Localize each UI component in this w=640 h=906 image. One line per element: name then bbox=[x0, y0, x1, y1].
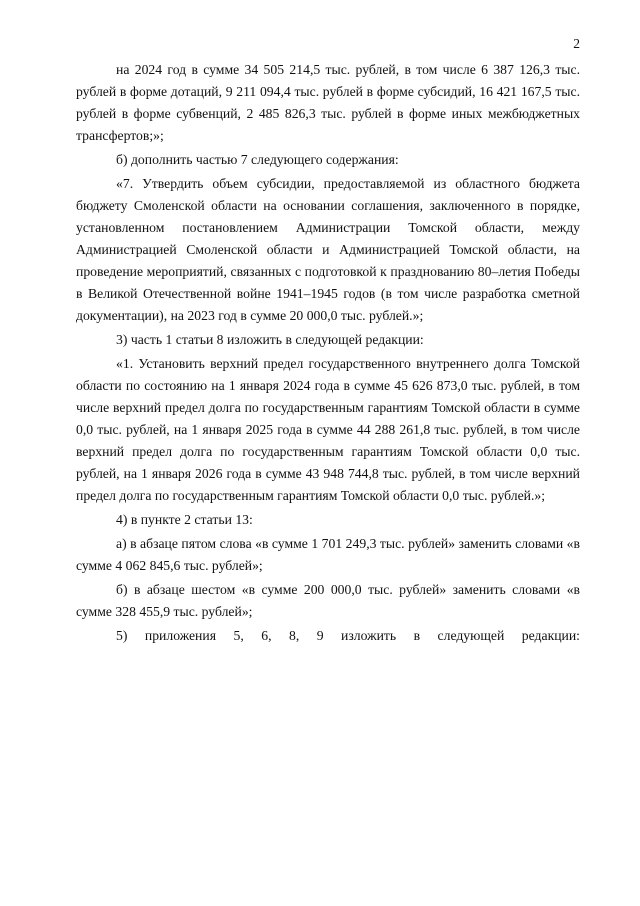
paragraph-abzac-5: а) в абзаце пятом слова «в сумме 1 701 249,3 тыс. рублей» заменить словами «в сумме 4 062 845,6 тыс. рублей»; bbox=[76, 536, 580, 573]
document-body bbox=[76, 59, 580, 647]
paragraph-appendices: 5) приложения 5, 6, 8, 9 изложить в следующей редакции: bbox=[116, 628, 580, 643]
page-number: 2 bbox=[573, 36, 580, 51]
paragraph-part-7-subsidy: «7. Утвердить объем субсидии, предоставляемой из областного бюджета бюджету Смоленской области на основании соглашения, заключенного в порядке, установленном постановлением Администрации Томской области, между Администрацией Смоленской области и Администрацией Томской области, на проведение мероприятий, связанных с подготовкой к празднованию 80–летия Победы в Великой Отечественной войне 1941–1945 годов (в том числе разработка сметной документации), на 2023 год в сумме 20 000,0 тыс. рублей.»; bbox=[76, 176, 580, 323]
paragraph-budget-transfers-2024: на 2024 год в сумме 34 505 214,5 тыс. рублей, в том числе 6 387 126,3 тыс. рублей в форме дотаций, 9 211 094,4 тыс. рублей в форме субсидий, 16 421 167,5 тыс. рублей в форме субвенций, 2 485 826,3 тыс. рублей в форме иных межбюджетных трансфертов;»; bbox=[76, 62, 580, 143]
paragraph-abzac-6: б) в абзаце шестом «в сумме 200 000,0 тыс. рублей» заменить словами «в сумме 328 455,9 тыс. рублей»; bbox=[76, 582, 580, 619]
paragraph-debt-limit: «1. Установить верхний предел государственного внутреннего долга Томской области по состоянию на 1 января 2024 года в сумме 45 626 873,0 тыс. рублей, в том числе верхний предел долга по государственным гарантиям Томской области в сумме 0,0 тыс. рублей, на 1 января 2025 года в сумме 44 288 261,8 тыс. рублей, в том числе верхний предел долга по государственным гарантиям Томской области 0,0 тыс. рублей, на 1 января 2026 года в сумме 43 948 744,8 тыс. рублей, в том числе верхний предел долга по государственным гарантиям Томской области 0,0 тыс. рублей.»; bbox=[76, 356, 580, 503]
paragraph-article-13-point-2: 4) в пункте 2 статьи 13: bbox=[116, 512, 253, 527]
paragraph-article-8-amendment: 3) часть 1 статьи 8 изложить в следующей редакции: bbox=[116, 332, 424, 347]
paragraph-add-part-7: б) дополнить частью 7 следующего содержания: bbox=[116, 152, 399, 167]
